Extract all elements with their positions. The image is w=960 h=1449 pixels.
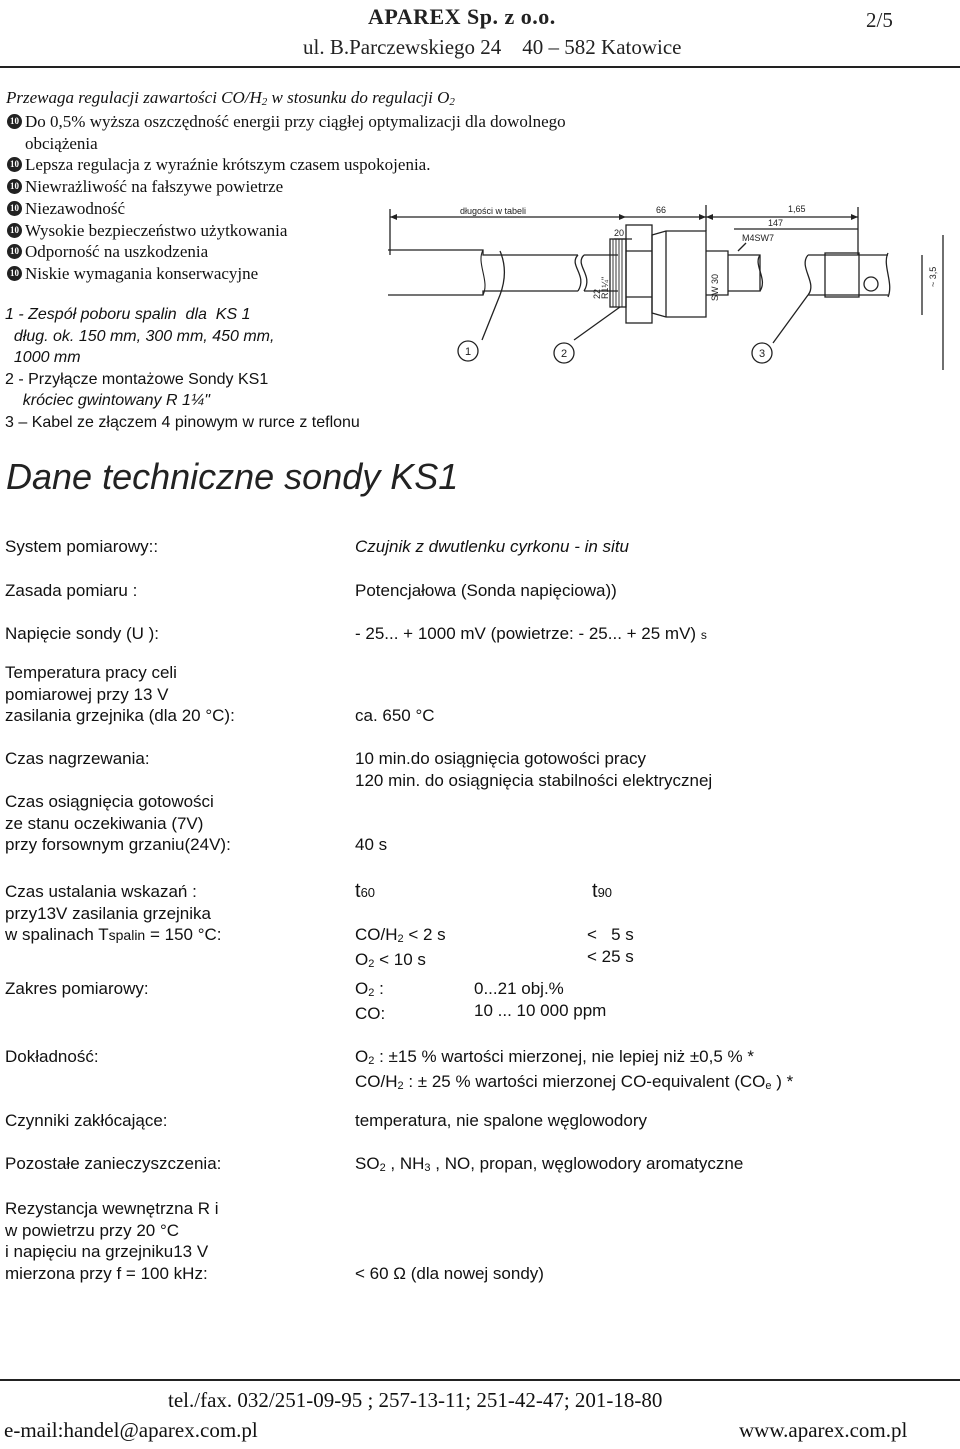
spec-value: 10 min.do osiągnięcia gotowości pracy 120 min. do osiągnięcia stabilności elektrycznej	[355, 749, 713, 790]
spec-value: - 25... + 1000 mV (powietrze: - 25... + 25 mV) s	[355, 624, 707, 643]
dim-20: 20	[614, 228, 625, 238]
spec-value: $SO_2$ , $NH_3$ , NO, propan, węglowodory aromatyczne	[355, 1154, 744, 1174]
section-title: Dane techniczne sondy KS1	[6, 456, 459, 497]
spec-value: t90	[592, 880, 613, 902]
circled-ten-icon: 10	[7, 114, 22, 129]
parts-list: 1 - Zespół poboru spalin dla KS 1 dług. ok. 150 mm, 300 mm, 450 mm, 1000 mm 2 - Przyłącze montażowe Sondy KS1 króciec gwintowany R 1¼" 3 – Kabel ze złączem 4 pinowym w rurce z teflonu	[5, 306, 360, 431]
callout-3: 3	[759, 348, 766, 360]
circled-ten-icon: 10	[7, 201, 22, 216]
spec-label: Rezystancja wewnętrzna R i w powietrzu przy 20 °C i napięciu na grzejniku13 V mierzona przy f = 100 kHz:	[5, 1199, 219, 1283]
spec-label: Czas nagrzewania:	[5, 749, 150, 768]
dim-sw30: SW 30	[710, 273, 720, 301]
spec-value: t60	[355, 880, 376, 902]
thread-r: R1¼"	[600, 276, 610, 299]
dim-length-label: długości w tabeli	[460, 206, 527, 216]
probe-technical-drawing	[388, 195, 960, 370]
list-item: 10 Lepsza regulacja z wyraźnie krótszym czasem uspokojenia.	[6, 154, 566, 176]
spec-value: $O_2$ : ±15 % wartości mierzonej, nie lepiej niż ±0,5 % * $CO/H_2$ : ± 25 % wartości mierzonej CO-equivalent ($CO_e$ ) *	[355, 1047, 794, 1092]
spec-label: Czynniki zakłócające:	[5, 1111, 168, 1130]
spec-value: < 5 s < 25 s	[587, 925, 634, 966]
dim-22: 22	[592, 288, 602, 299]
footer-divider	[0, 1379, 960, 1381]
circled-ten-icon: 10	[7, 157, 22, 172]
spec-label: Zakres pomiarowy:	[5, 979, 149, 998]
intro-title: Przewaga regulacji zawartości $CO/H_2$ w stosunku do regulacji $O_2$	[6, 88, 455, 108]
page-number: 2/5	[866, 8, 893, 32]
spec-label: Napięcie sondy (U ):	[5, 624, 160, 643]
footer-phone: tel./fax. 032/251-09-95 ; 257-13-11; 251-42-47; 201-18-80	[168, 1388, 663, 1412]
spec-label: Dokładność:	[5, 1047, 99, 1066]
list-item: 10 Do 0,5% wyższa oszczędność energii przy ciągłej optymalizacji dla dowolnego obciążenia	[6, 111, 566, 154]
list-item: 10 Niskie wymagania konserwacyjne	[6, 263, 566, 285]
dim-35: ~ 3,5	[928, 266, 938, 287]
spec-label: Pozostałe zanieczyszczenia:	[5, 1154, 222, 1173]
spec-value: 40 s	[355, 835, 388, 854]
dim-66: 66	[656, 205, 667, 215]
spec-label: Czas osiągnięcia gotowości ze stanu oczekiwania (7V) przy forsownym grzaniu(24V):	[5, 792, 231, 854]
company-address: ul. B.Parczewskiego 24 40 – 582 Katowice	[303, 35, 682, 59]
company-name: APAREX Sp. z o.o.	[368, 4, 556, 29]
callout-1: 1	[465, 346, 472, 358]
list-item: 10 Niezawodność	[6, 198, 566, 220]
list-item: 10 Niewrażliwość na fałszywe powietrze	[6, 176, 566, 198]
spec-value: temperatura, nie spalone węglowodory	[355, 1111, 648, 1130]
list-item: 10 Odporność na uszkodzenia	[6, 241, 566, 263]
spec-value: Potencjałowa (Sonda napięciowa))	[355, 581, 617, 600]
circled-ten-icon: 10	[7, 244, 22, 259]
circled-ten-icon: 10	[7, 266, 22, 281]
list-item: 10 Wysokie bezpieczeństwo użytkowania	[6, 220, 566, 242]
spec-value: $CO/H_2 < 2$ s $O_2 < 10$ s	[355, 925, 446, 970]
spec-value: < 60 Ω (dla nowej sondy)	[355, 1264, 544, 1283]
circled-ten-icon: 10	[7, 179, 22, 194]
spec-value: 0...21 obj.% 10 ... 10 000 ppm	[474, 979, 607, 1020]
footer-website[interactable]: www.aparex.com.pl	[739, 1418, 908, 1442]
dim-165: 1,65	[788, 204, 806, 214]
spec-value: ca. 650 °C	[355, 706, 435, 725]
dim-147: 147	[768, 218, 784, 228]
spec-label: System pomiarowy::	[5, 537, 159, 556]
header-divider	[0, 66, 960, 68]
footer-email[interactable]: e-mail:handel@aparex.com.pl	[4, 1418, 258, 1442]
spec-label: Zasada pomiaru :	[5, 581, 138, 600]
thread-label: M4SW7	[742, 233, 775, 243]
spec-value: $O_2$ : CO:	[355, 979, 386, 1023]
spec-value: Czujnik z dwutlenku cyrkonu - in situ	[355, 537, 630, 556]
circled-ten-icon: 10	[7, 223, 22, 238]
spec-label: Czas ustalania wskazań : przy13V zasilania grzejnika w spalinach Tspalin = 150 °C:	[5, 882, 222, 944]
callout-2: 2	[561, 348, 568, 360]
spec-label: Temperatura pracy celi pomiarowej przy 13 V zasilania grzejnika (dla 20 °C):	[5, 663, 235, 725]
